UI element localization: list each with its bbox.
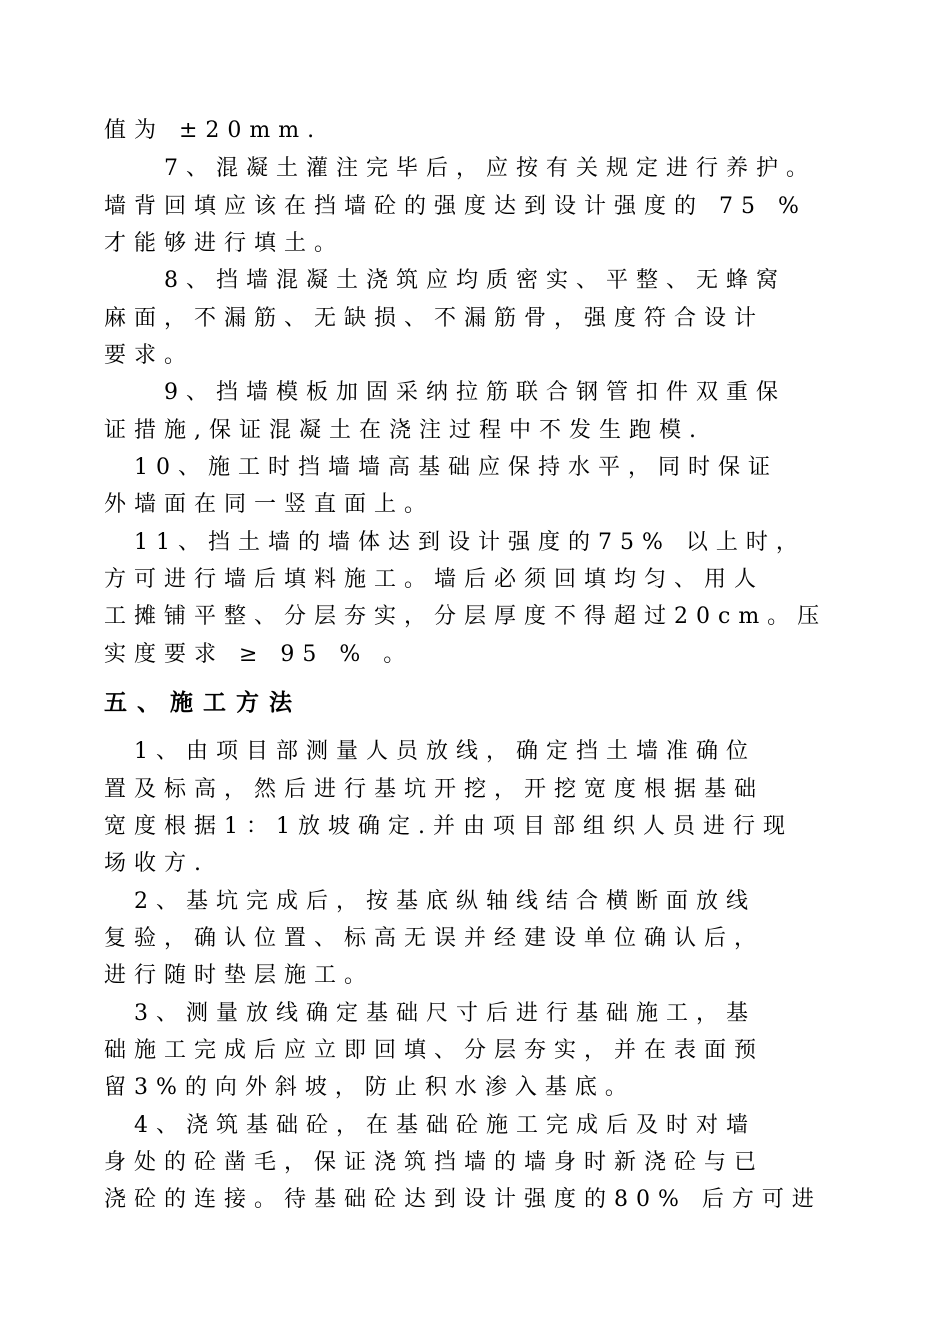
text-line: 身处的砼凿毛，保证浇筑挡墙的墙身时新浇砼与已 (104, 1150, 765, 1175)
text-line: 宽度根据1：1放坡确定.并由项目部组织人员进行现 (104, 814, 793, 839)
text-line: 墙背回填应该在挡墙砼的强度达到设计强度的 75 % (104, 194, 807, 219)
text-line: 2、基坑完成后，按基底纵轴线结合横断面放线 (104, 889, 756, 914)
text-line: 7、混凝土灌注完毕后，应按有关规定进行养护。 (104, 156, 816, 181)
text-line: 证措施,保证混凝土在浇注过程中不发生跑模. (104, 418, 704, 443)
text-line: 3、测量放线确定基础尺寸后进行基础施工，基 (104, 1001, 756, 1026)
text-line: 场收方. (104, 851, 209, 876)
text-line: 复验，确认位置、标高无误并经建设单位确认后， (104, 926, 765, 951)
text-line: 工摊铺平整、分层夯实，分层厚度不得超过20cm。压 (104, 604, 828, 629)
text-line: 9、挡墙模板加固采纳拉筋联合钢管扣件双重保 (104, 380, 786, 405)
text-line: 1、由项目部测量人员放线，确定挡土墙准确位 (104, 739, 756, 764)
text-line: 方可进行墙后填料施工。墙后必须回填均匀、用人 (104, 567, 765, 592)
text-line: 要求。 (104, 343, 195, 368)
text-line: 进行随时垫层施工。 (104, 963, 375, 988)
text-line: 4、浇筑基础砼，在基础砼施工完成后及时对墙 (104, 1113, 756, 1138)
text-line: 实度要求 ≥ 95 % 。 (104, 642, 414, 667)
text-line: 10、施工时挡墙墙高基础应保持水平，同时保证 (104, 455, 778, 480)
text-line: 础施工完成后应立即回填、分层夯实，并在表面预 (104, 1038, 765, 1063)
text-line: 才能够进行填土。 (104, 231, 345, 256)
text-line: 浇砼的连接。待基础砼达到设计强度的80% 后方可进 (104, 1187, 822, 1212)
text-line: 置及标高，然后进行基坑开挖，开挖宽度根据基础 (104, 777, 765, 802)
text-line: 外墙面在同一竖直面上。 (104, 492, 435, 517)
section-heading: 五、施工方法 (104, 690, 302, 716)
text-line: 值为 ±20mm. (104, 118, 323, 143)
text-line: 8、挡墙混凝土浇筑应均质密实、平整、无蜂窝 (104, 268, 786, 293)
text-line: 11、挡土墙的墙体达到设计强度的75% 以上时， (104, 530, 806, 555)
text-line: 留3%的向外斜坡，防止积水渗入基底。 (104, 1075, 635, 1100)
text-line: 麻面，不漏筋、无缺损、不漏筋骨，强度符合设计 (104, 306, 765, 331)
